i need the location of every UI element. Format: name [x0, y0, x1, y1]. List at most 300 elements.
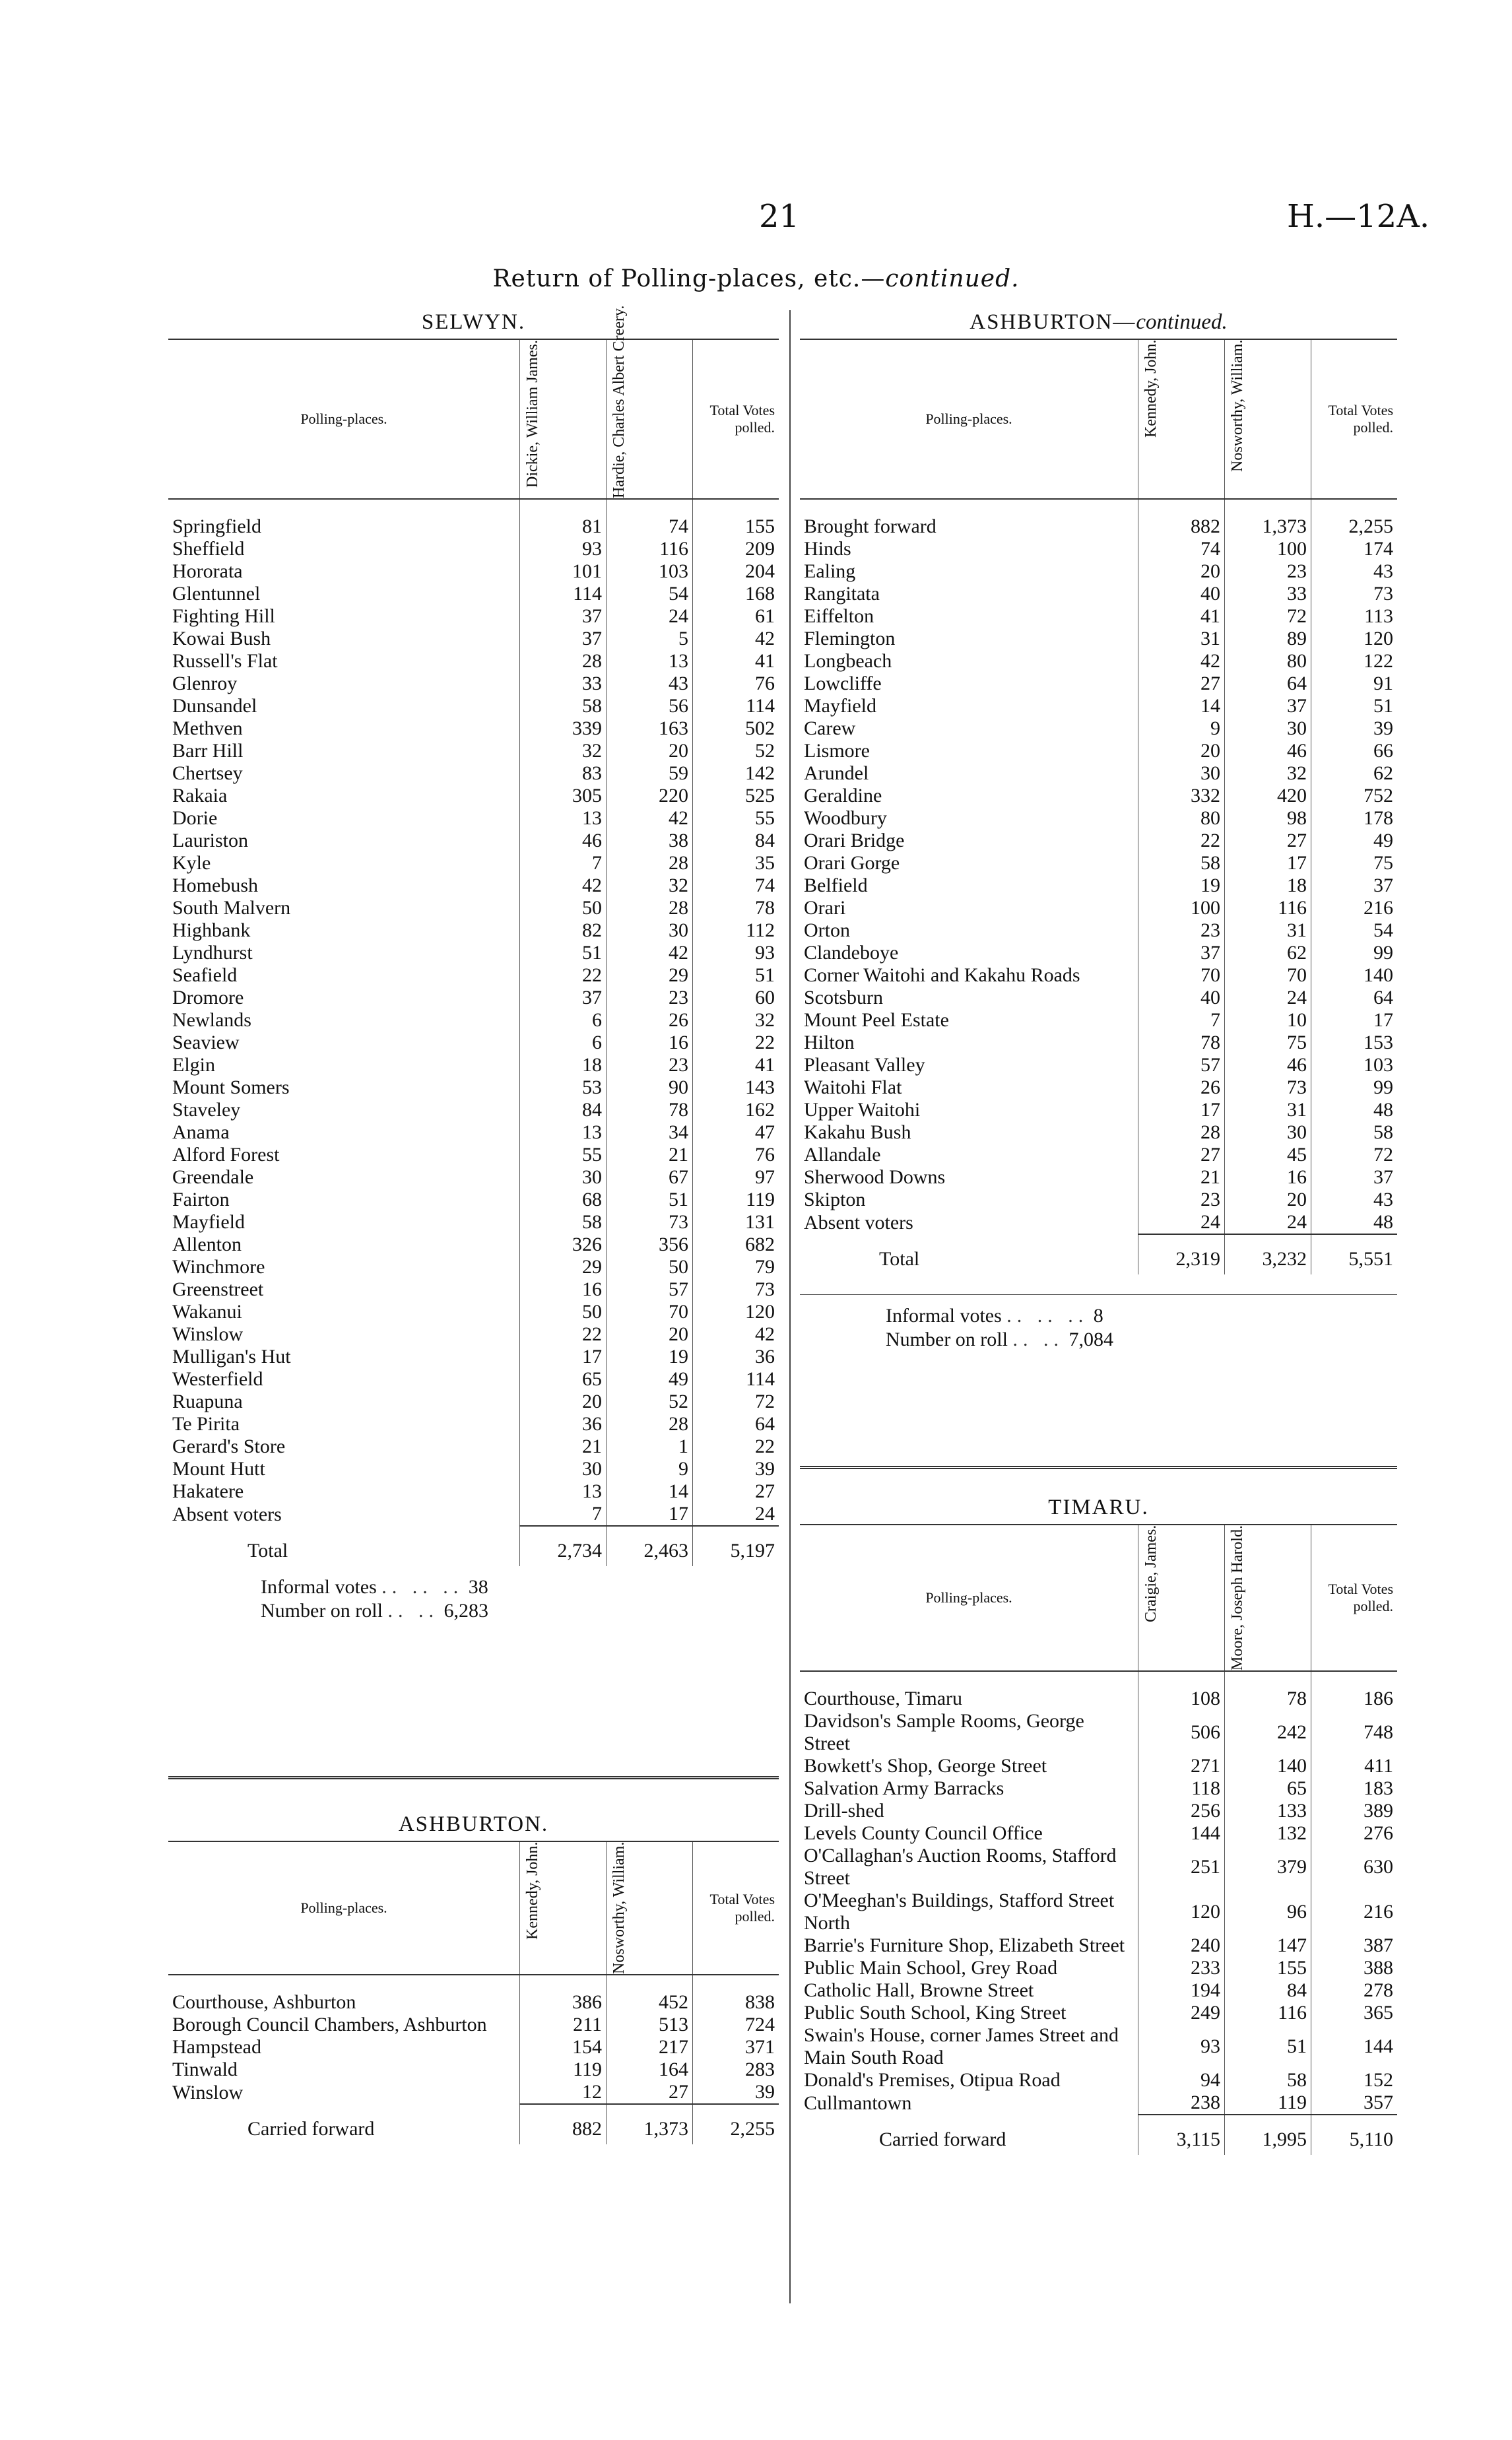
table-row — [800, 830, 1397, 852]
polling-place-name: Westerfield — [172, 1368, 263, 1390]
candidate-2-votes: 49 — [607, 1368, 693, 1391]
timaru-table — [800, 1524, 1397, 2155]
candidate-1-votes: 119 — [520, 2059, 607, 2081]
total-votes: 99 — [1311, 1076, 1398, 1099]
candidate-1-votes: 37 — [520, 605, 607, 628]
polling-place-name: Geraldine — [804, 785, 882, 807]
candidate-1-votes: 22 — [1138, 830, 1225, 852]
candidate-1-votes: 30 — [520, 1458, 607, 1480]
candidate-1-votes: 82 — [520, 919, 607, 942]
candidate-1-sum: 3,115 — [1138, 2115, 1225, 2155]
ashburton-continued-table — [800, 339, 1397, 1274]
candidate-1-votes: 194 — [1138, 1979, 1225, 2002]
total-votes: 73 — [693, 1278, 779, 1301]
candidate-1-votes: 305 — [520, 785, 607, 807]
polling-place-name: Ealing — [804, 560, 856, 582]
timaru-rows — [800, 1671, 1397, 2155]
total-votes: 51 — [1311, 695, 1398, 717]
candidate-2-votes: 30 — [1225, 1121, 1311, 1144]
candidate-2-votes: 42 — [607, 807, 693, 830]
table-row — [800, 1144, 1397, 1166]
polling-place-name: Eiffelton — [804, 605, 874, 627]
total-votes: 61 — [693, 605, 779, 628]
candidate-2-votes: 75 — [1225, 1032, 1311, 1054]
ashburton-table — [168, 1841, 779, 2144]
candidate-2-votes: 19 — [607, 1346, 693, 1368]
table-row — [168, 1076, 779, 1099]
polling-place-name: Courthouse, Ashburton — [172, 1991, 356, 2013]
polling-place-name: Corner Waitohi and Kakahu Roads — [804, 964, 1080, 986]
total-votes: 41 — [693, 650, 779, 673]
candidate-1-votes: 17 — [1138, 1099, 1225, 1121]
carried-row — [168, 2104, 779, 2144]
table-row — [168, 605, 779, 628]
ashburton-title: ASHBURTON. — [398, 1812, 549, 1836]
candidate-1-votes: 120 — [1138, 1890, 1225, 1934]
total-votes: 66 — [1311, 740, 1398, 762]
candidate-header-1: Kennedy, John. — [520, 1841, 607, 1975]
candidate-2-votes: 133 — [1225, 1800, 1311, 1822]
polling-place-name: Flemington — [804, 628, 896, 649]
candidate-2-votes: 32 — [607, 874, 693, 897]
candidate-2-votes: 26 — [607, 1009, 693, 1032]
candidate-2-votes: 50 — [607, 1256, 693, 1278]
table-row — [800, 695, 1397, 717]
candidate-2-votes: 90 — [607, 1076, 693, 1099]
total-votes: 24 — [693, 1503, 779, 1526]
polling-place-name: Donald's Premises, Otipua Road — [804, 2069, 1061, 2091]
candidate-1-votes: 42 — [520, 874, 607, 897]
candidate-1-votes: 18 — [520, 1054, 607, 1076]
candidate-1-votes: 20 — [1138, 740, 1225, 762]
candidate-2-votes: 1 — [607, 1435, 693, 1458]
polling-place-name: Courthouse, Timaru — [804, 1688, 963, 1709]
ashburton-info: Informal votes .. .. .. 8 Number on roll .. .. 7,084 — [886, 1305, 1113, 1350]
polling-place-name: Fighting Hill — [172, 605, 275, 627]
candidate-2-votes: 73 — [607, 1211, 693, 1234]
candidate-2-votes: 24 — [607, 605, 693, 628]
table-row — [168, 628, 779, 650]
candidate-2-votes: 64 — [1225, 673, 1311, 695]
candidate-2-votes: 62 — [1225, 942, 1311, 964]
polling-place-name: Mount Somers — [172, 1076, 290, 1098]
total-votes-header: Total Votes polled. — [1311, 1525, 1398, 1671]
table-row — [800, 762, 1397, 785]
candidate-2-votes: 28 — [607, 852, 693, 874]
candidate-2-votes: 67 — [607, 1166, 693, 1189]
candidate-1-votes: 41 — [1138, 605, 1225, 628]
candidate-1-votes: 118 — [1138, 1777, 1225, 1800]
candidate-1-votes: 74 — [1138, 538, 1225, 560]
candidate-2-votes: 70 — [1225, 964, 1311, 987]
candidate-1-votes: 80 — [1138, 807, 1225, 830]
table-row — [168, 1121, 779, 1144]
table-row — [168, 1480, 779, 1503]
polling-place-name: Chertsey — [172, 762, 243, 784]
table-row — [800, 583, 1397, 605]
polling-place-name: Clandeboye — [804, 942, 899, 964]
total-votes: 120 — [1311, 628, 1398, 650]
total-votes: 58 — [1311, 1121, 1398, 1144]
total-votes: 35 — [693, 852, 779, 874]
table-row — [168, 2014, 779, 2036]
candidate-2-votes: 34 — [607, 1121, 693, 1144]
candidate-2-votes: 155 — [1225, 1957, 1311, 1979]
footer-label: Total — [879, 1247, 920, 1270]
total-votes: 91 — [1311, 673, 1398, 695]
table-row — [168, 987, 779, 1009]
polling-place-name: Orton — [804, 919, 850, 941]
candidate-1-votes: 108 — [1138, 1671, 1225, 1710]
candidate-1-votes: 20 — [1138, 560, 1225, 583]
total-votes: 22 — [693, 1435, 779, 1458]
candidate-1-votes: 14 — [1138, 695, 1225, 717]
candidate-1-votes: 32 — [520, 740, 607, 762]
candidate-1-votes: 882 — [1138, 499, 1225, 538]
candidate-1-votes: 332 — [1138, 785, 1225, 807]
total-votes: 120 — [693, 1301, 779, 1323]
total-votes: 76 — [693, 673, 779, 695]
ashburton-continued-rows — [800, 499, 1397, 1274]
table-row — [800, 1800, 1397, 1822]
candidate-2-votes: 164 — [607, 2059, 693, 2081]
candidate-2-votes: 116 — [607, 538, 693, 560]
table-row — [168, 1189, 779, 1211]
total-votes: 37 — [1311, 1166, 1398, 1189]
candidate-1-votes: 251 — [1138, 1845, 1225, 1890]
candidate-2-votes: 29 — [607, 964, 693, 987]
candidate-header-1: Kennedy, John. — [1138, 339, 1225, 499]
candidate-1-votes: 100 — [1138, 897, 1225, 919]
total-row — [168, 1526, 779, 1566]
candidate-2-votes: 38 — [607, 830, 693, 852]
candidate-1-votes: 37 — [520, 628, 607, 650]
total-votes: 39 — [693, 2081, 779, 2104]
informal-votes-value: 8 — [1093, 1305, 1103, 1327]
total-votes: 682 — [693, 1234, 779, 1256]
candidate-2-votes: 84 — [1225, 1979, 1311, 2002]
candidate-1-votes: 101 — [520, 560, 607, 583]
table-row — [800, 1822, 1397, 1845]
candidate-1-votes: 28 — [520, 650, 607, 673]
total-votes: 186 — [1311, 1671, 1398, 1710]
candidate-1-votes: 249 — [1138, 2002, 1225, 2024]
candidate-2-votes: 20 — [1225, 1189, 1311, 1211]
total-votes: 64 — [693, 1413, 779, 1435]
total-votes: 178 — [1311, 807, 1398, 830]
table-row — [168, 1234, 779, 1256]
table-row — [800, 919, 1397, 942]
total-votes: 17 — [1311, 1009, 1398, 1032]
candidate-1-votes: 27 — [1138, 673, 1225, 695]
polling-place-name: Sheffield — [172, 538, 245, 560]
polling-place-name: Orari Bridge — [804, 830, 905, 851]
total-votes: 55 — [693, 807, 779, 830]
total-votes: 22 — [693, 1032, 779, 1054]
candidate-1-votes: 93 — [1138, 2024, 1225, 2069]
polling-place-name: Kakahu Bush — [804, 1121, 911, 1143]
polling-place-name: Lowcliffe — [804, 673, 882, 694]
total-votes: 78 — [693, 897, 779, 919]
title-main: Return of Polling-places, etc.— — [492, 265, 886, 292]
candidate-1-votes: 50 — [520, 897, 607, 919]
polling-place-name: Hilton — [804, 1032, 855, 1053]
table-row — [168, 1435, 779, 1458]
polling-place-name: Waitohi Flat — [804, 1076, 902, 1098]
candidate-2-votes: 51 — [607, 1189, 693, 1211]
informal-votes-label: Informal votes — [261, 1576, 377, 1598]
candidate-1-votes: 36 — [520, 1413, 607, 1435]
polling-place-name: Bowkett's Shop, George Street — [804, 1755, 1047, 1777]
total-votes: 43 — [1311, 1189, 1398, 1211]
candidate-2-votes: 163 — [607, 717, 693, 740]
total-votes: 525 — [693, 785, 779, 807]
total-votes: 142 — [693, 762, 779, 785]
candidate-2-votes: 21 — [607, 1144, 693, 1166]
table-row — [800, 1755, 1397, 1777]
candidate-2-votes: 20 — [607, 1323, 693, 1346]
candidate-header-1: Craigie, James. — [1138, 1525, 1225, 1671]
candidate-2-votes: 379 — [1225, 1845, 1311, 1890]
polling-place-name: Pleasant Valley — [804, 1054, 925, 1076]
candidate-2-votes: 24 — [1225, 987, 1311, 1009]
total-votes: 48 — [1311, 1211, 1398, 1234]
total-votes: 119 — [693, 1189, 779, 1211]
table-row — [168, 852, 779, 874]
total-votes: 183 — [1311, 1777, 1398, 1800]
total-row — [800, 1234, 1397, 1274]
candidate-1-votes: 70 — [1138, 964, 1225, 987]
total-votes: 278 — [1311, 1979, 1398, 2002]
total-votes: 39 — [1311, 717, 1398, 740]
footer-label: Carried forward — [879, 2128, 1006, 2150]
candidate-2-votes: 78 — [1225, 1671, 1311, 1710]
candidate-1-votes: 22 — [520, 964, 607, 987]
total-votes-header: Total Votes polled. — [693, 1841, 779, 1975]
candidate-2-sum: 3,232 — [1225, 1234, 1311, 1274]
polling-place-name: Lismore — [804, 740, 870, 762]
total-votes: 41 — [693, 1054, 779, 1076]
candidate-2-votes: 78 — [607, 1099, 693, 1121]
grand-total: 2,255 — [693, 2104, 779, 2144]
table-row — [168, 1099, 779, 1121]
candidate-1-votes: 65 — [520, 1368, 607, 1391]
candidate-2-votes: 27 — [1225, 830, 1311, 852]
polling-place-name: Winslow — [172, 2081, 244, 2103]
table-row — [168, 942, 779, 964]
candidate-1-votes: 386 — [520, 1975, 607, 2014]
candidate-1-votes: 84 — [520, 1099, 607, 1121]
total-votes: 114 — [693, 1368, 779, 1391]
candidate-2-votes: 116 — [1225, 897, 1311, 919]
candidate-1-sum: 2,319 — [1138, 1234, 1225, 1274]
candidate-1-votes: 233 — [1138, 1957, 1225, 1979]
candidate-2-votes: 242 — [1225, 1710, 1311, 1755]
table-row — [168, 717, 779, 740]
table-row — [168, 499, 779, 538]
candidate-2-votes: 45 — [1225, 1144, 1311, 1166]
polling-place-name: Mayfield — [172, 1211, 245, 1233]
table-row — [168, 1323, 779, 1346]
polling-place-name: Mayfield — [804, 695, 876, 717]
ashburton-rows — [168, 1975, 779, 2144]
candidate-2-votes: 452 — [607, 1975, 693, 2014]
selwyn-info: Informal votes .. .. .. 38 Number on roll .. .. 6,283 — [261, 1576, 488, 1622]
candidate-2-votes: 147 — [1225, 1934, 1311, 1957]
candidate-2-votes: 356 — [607, 1234, 693, 1256]
candidate-2-votes: 46 — [1225, 1054, 1311, 1076]
candidate-1-sum: 882 — [520, 2104, 607, 2144]
table-row — [800, 2069, 1397, 2092]
number-on-roll-value: 6,283 — [444, 1600, 488, 1622]
polling-place-name: Barr Hill — [172, 740, 244, 762]
table-row — [168, 807, 779, 830]
candidate-2-votes: 27 — [607, 2081, 693, 2104]
candidate-2-votes: 30 — [607, 919, 693, 942]
polling-place-name: Drill-shed — [804, 1800, 884, 1822]
ashburton-section — [168, 1772, 779, 2144]
polling-place-name: Sherwood Downs — [804, 1166, 946, 1188]
polling-place-name: Hampstead — [172, 2036, 261, 2058]
table-row — [800, 1890, 1397, 1934]
candidate-2-votes: 17 — [607, 1503, 693, 1526]
table-row — [168, 1009, 779, 1032]
number-on-roll-label: Number on roll — [886, 1329, 1008, 1350]
polling-place-name: Russell's Flat — [172, 650, 278, 672]
candidate-2-votes: 65 — [1225, 1777, 1311, 1800]
polling-place-name: Absent voters — [172, 1503, 282, 1525]
candidate-2-votes: 13 — [607, 650, 693, 673]
candidate-2-votes: 56 — [607, 695, 693, 717]
polling-place-name: Allandale — [804, 1144, 881, 1166]
table-row — [800, 605, 1397, 628]
total-votes: 131 — [693, 1211, 779, 1234]
candidate-1-votes: 240 — [1138, 1934, 1225, 1957]
table-row — [800, 560, 1397, 583]
table-row — [800, 1211, 1397, 1234]
total-votes-header: Total Votes polled. — [1311, 339, 1398, 499]
total-votes: 52 — [693, 740, 779, 762]
polling-place-name: Dromore — [172, 987, 244, 1008]
polling-place-name: Allenton — [172, 1234, 242, 1255]
table-row — [168, 1975, 779, 2014]
candidate-2-votes: 116 — [1225, 2002, 1311, 2024]
table-row — [800, 1009, 1397, 1032]
candidate-2-votes: 1,373 — [1225, 499, 1311, 538]
polling-place-name: Mount Peel Estate — [804, 1009, 949, 1031]
total-votes: 122 — [1311, 650, 1398, 673]
candidate-1-votes: 23 — [1138, 1189, 1225, 1211]
table-row — [800, 2092, 1397, 2115]
polling-place-name: Alford Forest — [172, 1144, 280, 1166]
candidate-1-votes: 51 — [520, 942, 607, 964]
total-votes: 62 — [1311, 762, 1398, 785]
polling-place-name: Rakaia — [172, 785, 228, 807]
table-row — [168, 762, 779, 785]
candidate-1-votes: 53 — [520, 1076, 607, 1099]
total-votes: 144 — [1311, 2024, 1398, 2069]
polling-place-name: Fairton — [172, 1189, 230, 1210]
total-votes: 93 — [693, 942, 779, 964]
polling-place-name: O'Meeghan's Buildings, Stafford Street North — [804, 1890, 1115, 1934]
candidate-2-votes: 9 — [607, 1458, 693, 1480]
polling-place-name: Davidson's Sample Rooms, George Street — [804, 1710, 1084, 1754]
total-votes: 73 — [1311, 583, 1398, 605]
polling-place-name: Barrie's Furniture Shop, Elizabeth Street — [804, 1934, 1125, 1956]
candidate-2-votes: 72 — [1225, 605, 1311, 628]
candidate-2-votes: 140 — [1225, 1755, 1311, 1777]
candidate-1-votes: 23 — [1138, 919, 1225, 942]
table-row — [800, 650, 1397, 673]
candidate-2-votes: 73 — [1225, 1076, 1311, 1099]
total-votes: 209 — [693, 538, 779, 560]
table-row — [168, 1346, 779, 1368]
candidate-1-votes: 7 — [520, 852, 607, 874]
candidate-2-votes: 23 — [607, 987, 693, 1009]
candidate-2-votes: 132 — [1225, 1822, 1311, 1845]
total-votes: 216 — [1311, 897, 1398, 919]
candidate-2-votes: 217 — [607, 2036, 693, 2059]
informal-votes-label: Informal votes — [886, 1305, 1002, 1327]
candidate-1-votes: 30 — [520, 1166, 607, 1189]
candidate-2-votes: 119 — [1225, 2092, 1311, 2115]
table-row — [168, 785, 779, 807]
candidate-2-votes: 30 — [1225, 717, 1311, 740]
candidate-1-sum: 2,734 — [520, 1526, 607, 1566]
column-divider — [789, 310, 791, 2303]
polling-place-name: Kowai Bush — [172, 628, 271, 649]
polling-places-header: Polling-places. — [168, 1841, 520, 1975]
table-row — [168, 538, 779, 560]
polling-place-name: Seaview — [172, 1032, 240, 1053]
candidate-2-votes: 24 — [1225, 1211, 1311, 1234]
polling-place-name: Hororata — [172, 560, 243, 582]
polling-place-name: Glenroy — [172, 673, 238, 694]
candidate-1-votes: 58 — [520, 695, 607, 717]
candidate-2-votes: 58 — [1225, 2069, 1311, 2092]
polling-place-name: South Malvern — [172, 897, 291, 919]
table-row — [800, 1121, 1397, 1144]
candidate-2-votes: 513 — [607, 2014, 693, 2036]
candidate-2-votes: 17 — [1225, 852, 1311, 874]
candidate-1-votes: 37 — [520, 987, 607, 1009]
candidate-1-votes: 326 — [520, 1234, 607, 1256]
polling-place-name: Greenstreet — [172, 1278, 264, 1300]
total-votes: 2,255 — [1311, 499, 1398, 538]
candidate-header-2: Hardie, Charles Albert Creery. — [607, 339, 693, 499]
candidate-2-votes: 16 — [1225, 1166, 1311, 1189]
total-votes: 84 — [693, 830, 779, 852]
table-row — [168, 583, 779, 605]
total-votes: 502 — [693, 717, 779, 740]
total-votes: 411 — [1311, 1755, 1398, 1777]
total-votes: 42 — [693, 1323, 779, 1346]
table-row — [800, 1957, 1397, 1979]
candidate-1-votes: 17 — [520, 1346, 607, 1368]
candidate-1-votes: 57 — [1138, 1054, 1225, 1076]
candidate-2-votes: 89 — [1225, 628, 1311, 650]
table-row — [168, 2081, 779, 2104]
candidate-2-votes: 32 — [1225, 762, 1311, 785]
table-row — [168, 1391, 779, 1413]
grand-total: 5,197 — [693, 1526, 779, 1566]
candidate-1-votes: 16 — [520, 1278, 607, 1301]
candidate-2-votes: 80 — [1225, 650, 1311, 673]
polling-place-name: Carew — [804, 717, 856, 739]
total-votes: 114 — [693, 695, 779, 717]
candidate-1-votes: 37 — [1138, 942, 1225, 964]
polling-place-name: Lauriston — [172, 830, 248, 851]
